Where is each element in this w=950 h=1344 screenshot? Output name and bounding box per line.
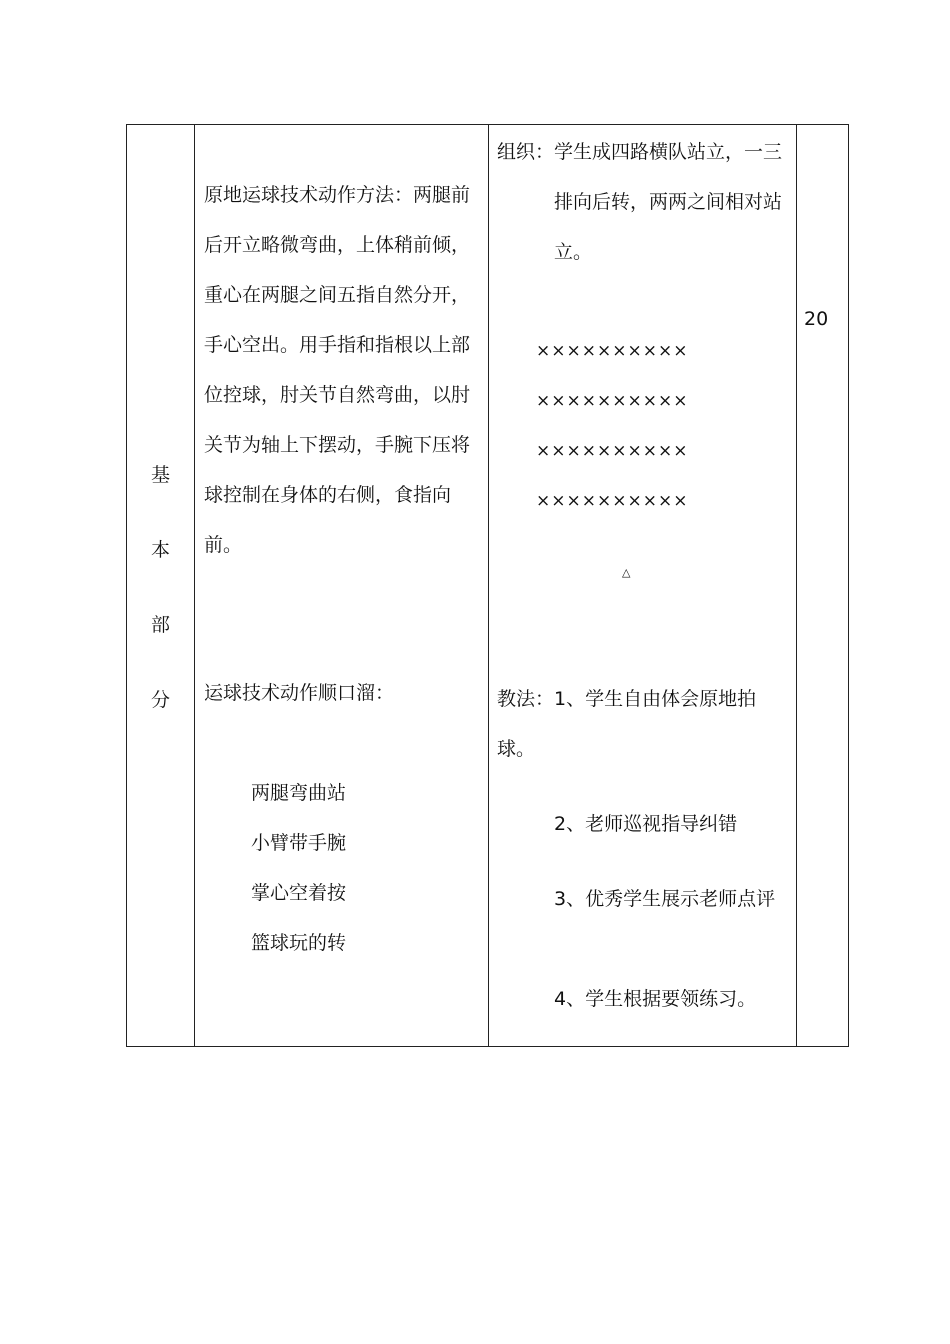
rhyme-title: 运球技术动作顺口溜： [204, 682, 395, 704]
method-line: 球控制在身体的右侧，食指向 [204, 484, 452, 506]
formation-row: ×××××××××× [536, 391, 689, 411]
formation-row: ×××××××××× [536, 441, 689, 461]
method-line: 前。 [204, 534, 243, 556]
teaching-method-label: 教法： [497, 688, 555, 710]
section-label-char: 本 [151, 539, 171, 561]
teaching-method-step: 球。 [497, 738, 536, 760]
organization-label: 组织： [497, 141, 555, 163]
teaching-method-step: 4、学生根据要领练习。 [554, 988, 757, 1010]
teaching-method-step: 1、学生自由体会原地拍 [554, 688, 757, 710]
teaching-method-step: 3、优秀学生展示老师点评 [554, 888, 776, 910]
column-divider [488, 125, 489, 1046]
column-divider [796, 125, 797, 1046]
section-label-char: 基 [151, 464, 171, 486]
method-line: 关节为轴上下摆动，手腕下压将 [204, 434, 471, 456]
formation-row: ×××××××××× [536, 341, 689, 361]
column-divider [194, 125, 195, 1046]
section-label-char: 部 [151, 614, 171, 636]
teacher-position-marker: △ [622, 566, 631, 579]
method-line: 后开立略微弯曲，上体稍前倾， [204, 234, 471, 256]
organization-line: 立。 [554, 241, 593, 263]
rhyme-line: 小臂带手腕 [251, 832, 347, 854]
formation-row: ×××××××××× [536, 491, 689, 511]
time-minutes: 20 [804, 308, 829, 330]
rhyme-line: 两腿弯曲站 [251, 782, 347, 804]
lesson-plan-table [126, 124, 849, 1047]
method-line: 原地运球技术动作方法：两腿前 [204, 184, 471, 206]
rhyme-line: 篮球玩的转 [251, 932, 347, 954]
rhyme-line: 掌心空着按 [251, 882, 347, 904]
teaching-method-step: 2、老师巡视指导纠错 [554, 813, 738, 835]
section-label-char: 分 [151, 689, 171, 711]
method-line: 手心空出。用手指和指根以上部 [204, 334, 471, 356]
method-line: 重心在两腿之间五指自然分开， [204, 284, 471, 306]
method-line: 位控球，肘关节自然弯曲，以肘 [204, 384, 471, 406]
organization-line: 学生成四路横队站立，一三 [554, 141, 783, 163]
organization-line: 排向后转，两两之间相对站 [554, 191, 783, 213]
